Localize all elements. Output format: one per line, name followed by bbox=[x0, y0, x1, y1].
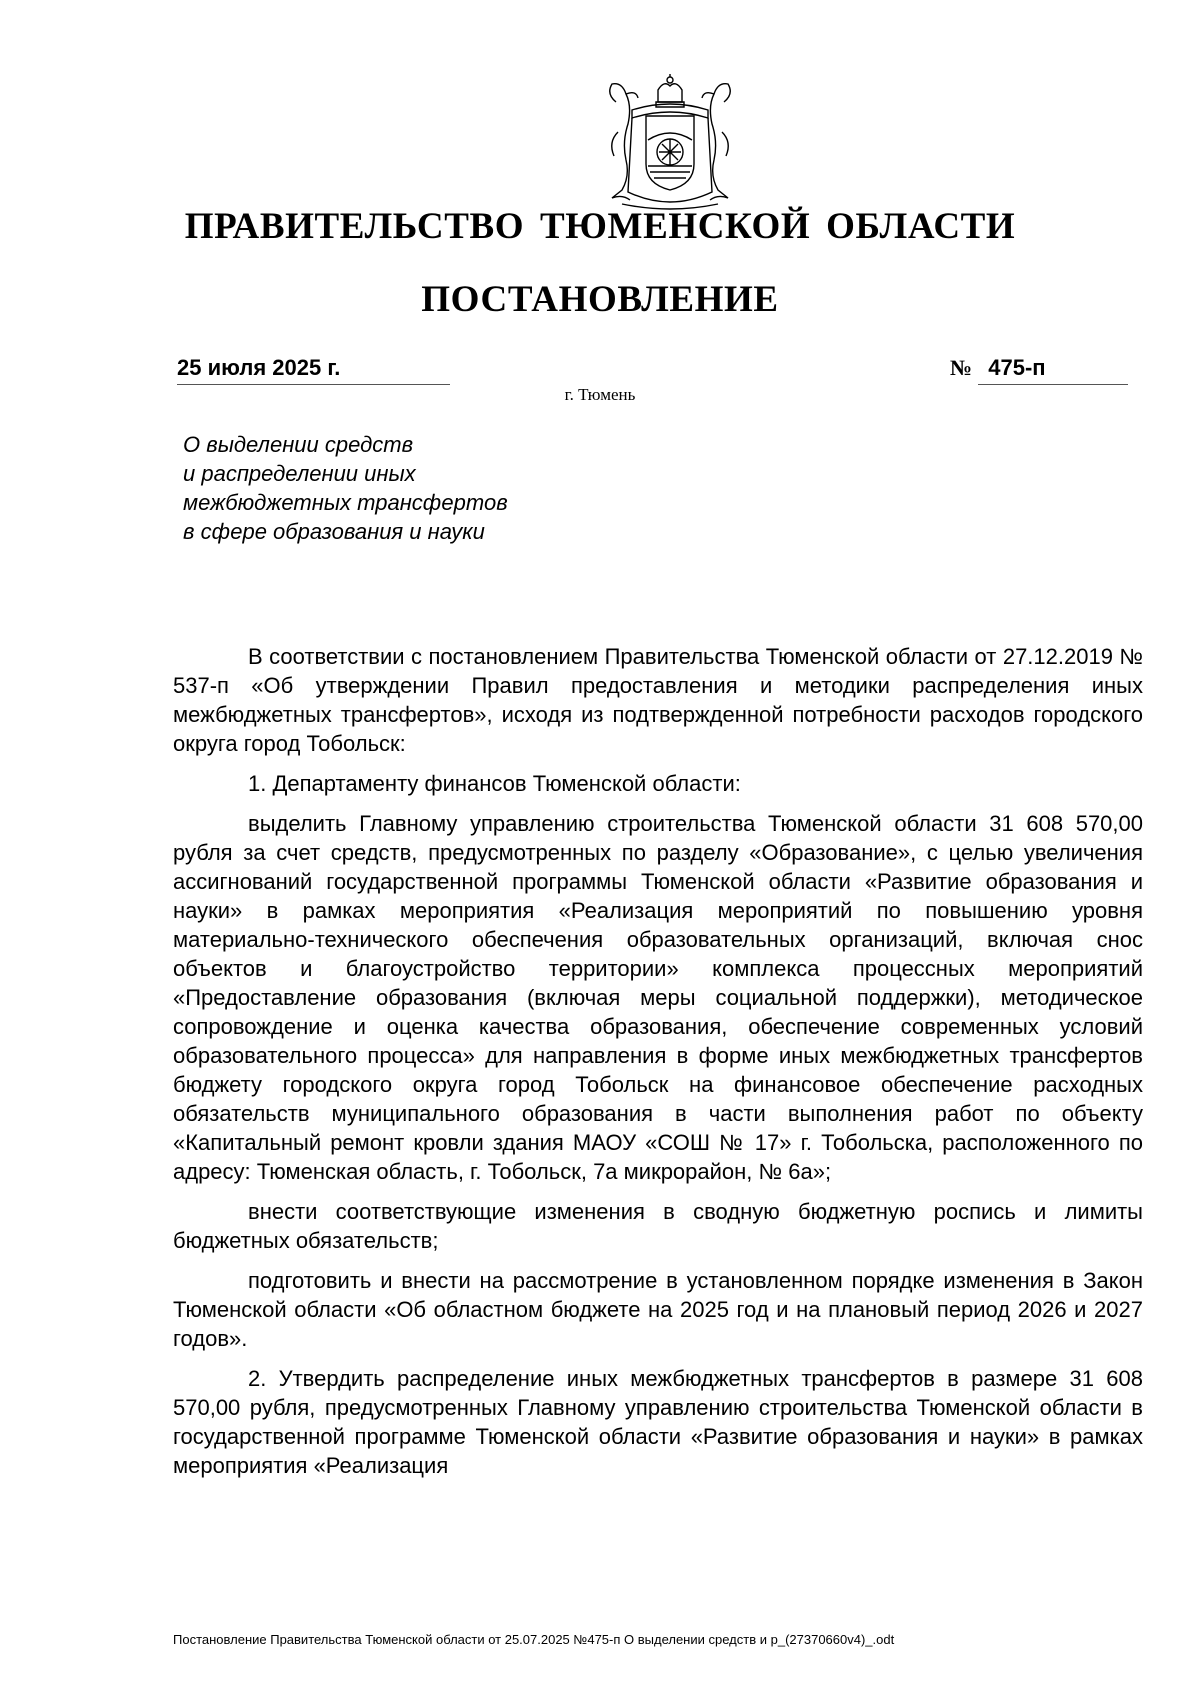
document-subject bbox=[183, 430, 643, 546]
coat-of-arms-icon bbox=[592, 72, 748, 214]
body-paragraph: внести соответствующие изменения в сводную бюджетную роспись и лимиты бюджетных обязательств; bbox=[173, 1199, 1143, 1253]
body-paragraph: подготовить и внести на рассмотрение в установленном порядке изменения в Закон Тюменской области «Об областном бюджете на 2025 год и на плановый период 2026 и 2027 годов». bbox=[173, 1268, 1143, 1351]
document-number-block bbox=[950, 354, 1133, 385]
subject-line: в сфере образования и науки bbox=[183, 519, 485, 544]
number-sign: № bbox=[950, 355, 973, 380]
government-title: ПРАВИТЕЛЬСТВО ТЮМЕНСКОЙ ОБЛАСТИ bbox=[184, 206, 1016, 247]
body-paragraph: 2. Утвердить распределение иных межбюджетных трансфертов в размере 31 608 570,00 рубля, предусмотренных Главному управлению строительства Тюменской области в государственной программе Тюменской области «Развитие образования и науки» в рамках мероприятия «Реализация bbox=[173, 1366, 1143, 1478]
subject-line: и распределении иных bbox=[183, 461, 416, 486]
body-paragraph: 1. Департаменту финансов Тюменской области: bbox=[248, 771, 741, 796]
document-type: ПОСТАНОВЛЕНИЕ bbox=[421, 279, 779, 320]
subject-line: О выделении средств bbox=[183, 432, 414, 457]
document-city: г. Тюмень bbox=[564, 385, 636, 404]
body-paragraph: В соответствии с постановлением Правительства Тюменской области от 27.12.2019 № 537-п «Об утверждении Правил предоставления и методики распределения иных межбюджетных трансфертов», исходя из подтвержденной потребности расходов городского округа город Тобольск: bbox=[173, 644, 1143, 756]
document-footer: Постановление Правительства Тюменской области от 25.07.2025 №475-п О выделении средств и р_(27370660v4)_.odt bbox=[173, 1632, 895, 1647]
body-paragraph: выделить Главному управлению строительства Тюменской области 31 608 570,00 рубля за счет средств, предусмотренных по разделу «Образование», с целью увеличения ассигнований государственной программы Тюменской области «Развитие образования и науки» в рамках мероприятия «Реализация мероприятий по повышению уровня материально-технического обеспечения образовательных организаций, включая снос объектов и благоустройство территории» комплекса процессных мероприятий «Предоставление образования (включая меры социальной поддержки), методическое сопровождение и оценка качества образования, обеспечение современных условий образовательного процесса» для направления в форме иных межбюджетных трансфертов бюджету городского округа город Тобольск на финансовое обеспечение расходных обязательств муниципального образования в части выполнения работ по объекту «Капитальный ремонт кровли здания МАОУ «СОШ № 17» г. Тобольска, расположенного по адресу: Тюменская область, г. Тобольск, 7а микрорайон, № 6а»; bbox=[173, 811, 1143, 1184]
document-number: 475-п bbox=[978, 354, 1128, 385]
document-date: 25 июля 2025 г. bbox=[177, 354, 450, 385]
document-body bbox=[173, 642, 1143, 1480]
subject-line: межбюджетных трансфертов bbox=[183, 490, 508, 515]
